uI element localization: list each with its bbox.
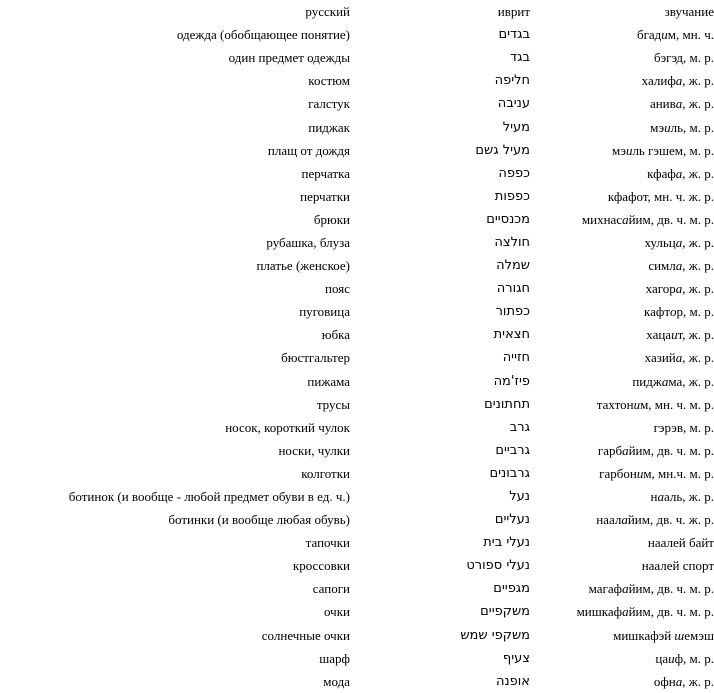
stressed-vowel: и xyxy=(668,650,675,666)
hebrew-word: מגפיים xyxy=(493,581,530,597)
pronunciation-tail: , ж. р. xyxy=(682,258,714,274)
russian-word: колготки xyxy=(301,465,350,481)
table-row xyxy=(0,92,714,115)
russian-word: ботинок (и вообще - любой предмет обуви в ед. ч.) xyxy=(68,489,350,505)
pronunciation-text: н xyxy=(650,489,658,505)
pronunciation-tail: ма, ж. р. xyxy=(668,373,714,389)
hebrew-word: מעיל גשם xyxy=(475,142,530,158)
russian-word: кроссовки xyxy=(292,558,350,574)
pronunciation xyxy=(530,439,714,462)
hebrew-word: גרביים xyxy=(495,442,530,458)
stressed-vowel: и xyxy=(636,465,644,481)
table-row xyxy=(0,185,714,208)
pronunciation-tail: , ж. р. xyxy=(682,350,714,366)
russian-word: плащ от дождя xyxy=(267,142,350,158)
table-row xyxy=(0,46,714,69)
table-row xyxy=(0,462,714,485)
russian-word: пуговица xyxy=(299,304,350,320)
stressed-vowel: а xyxy=(622,211,629,227)
russian-word: трусы xyxy=(316,396,350,412)
table-row xyxy=(0,439,714,462)
pronunciation-tail: йим, дв. ч. м. р. xyxy=(628,211,714,227)
pronunciation-tail: , ж. р. xyxy=(682,73,714,89)
pronunciation xyxy=(530,115,714,138)
pronunciation xyxy=(530,346,714,369)
table-row xyxy=(0,624,714,647)
hebrew-word: שמלה xyxy=(496,258,530,274)
hebrew-word: משקפי שמש xyxy=(460,627,530,643)
pronunciation-text: мэ xyxy=(650,119,665,135)
table-row xyxy=(0,115,714,138)
stressed-vowel: а xyxy=(622,604,629,620)
stressed-vowel: и xyxy=(661,27,668,43)
pronunciation-tail: йим, дв. ч. ж. р. xyxy=(627,512,714,528)
table-row xyxy=(0,508,714,531)
hebrew-word: חצאית xyxy=(493,327,530,343)
hebrew-word: נעל xyxy=(509,489,530,505)
table-row xyxy=(0,69,714,92)
pronunciation-text: хаца xyxy=(646,327,672,343)
table-row xyxy=(0,531,714,554)
pronunciation-tail: , ж. р. xyxy=(682,96,714,112)
pronunciation xyxy=(530,277,714,300)
table-row xyxy=(0,277,714,300)
pronunciation xyxy=(530,531,714,554)
pronunciation-text: бгад xyxy=(636,27,662,43)
stressed-vowel: а xyxy=(675,350,683,366)
hebrew-word: תחתונים xyxy=(484,396,530,412)
hebrew-word: אופנה xyxy=(495,673,530,689)
table-row xyxy=(0,208,714,231)
table-row xyxy=(0,254,714,277)
header-russian: русский xyxy=(305,4,350,20)
pronunciation xyxy=(530,46,714,69)
stressed-vowel: а xyxy=(661,373,669,389)
russian-word: носки, чулки xyxy=(278,442,350,458)
russian-word: солнечные очки xyxy=(261,627,350,643)
table-row xyxy=(0,346,714,369)
hebrew-word: כפתור xyxy=(495,304,530,320)
russian-word: платье (женское) xyxy=(256,258,350,274)
table-row xyxy=(0,162,714,185)
russian-word: сапоги xyxy=(312,581,350,597)
header-sound: звучание xyxy=(664,4,714,20)
pronunciation-tail: м, мн. ч. м. р. xyxy=(640,396,714,412)
pronunciation-tail: , ж. р. xyxy=(682,281,714,297)
hebrew-word: כפפות xyxy=(494,188,530,204)
pronunciation-text: гарб xyxy=(597,442,623,458)
pronunciation-text: наал xyxy=(596,512,622,528)
table-row xyxy=(0,231,714,254)
pronunciation xyxy=(530,393,714,416)
russian-word: одежда (обобщающее понятие) xyxy=(176,27,350,43)
stressed-vowel: а xyxy=(675,96,683,112)
pronunciation-tail: р, м. р. xyxy=(676,304,714,320)
russian-word: рубашка, блуза xyxy=(266,234,350,250)
hebrew-word: מעיל xyxy=(502,119,530,135)
hebrew-word: פיז'מה xyxy=(493,373,530,389)
pronunciation xyxy=(530,485,714,508)
russian-word: перчатки xyxy=(300,188,350,204)
pronunciation-tail: ль гэшем, м. р. xyxy=(632,142,714,158)
pronunciation-tail: емэш xyxy=(684,627,714,643)
hebrew-word: גרב xyxy=(509,419,530,435)
stressed-vowel: а xyxy=(675,234,683,250)
russian-word: мода xyxy=(323,673,350,689)
pronunciation xyxy=(530,139,714,162)
header-hebrew: иврит xyxy=(497,4,530,20)
pronunciation-tail: , ж. р. xyxy=(682,165,714,181)
pronunciation xyxy=(530,624,714,647)
russian-word: носок, короткий чулок xyxy=(225,419,350,435)
table-row xyxy=(0,670,714,693)
stressed-vowel: а xyxy=(622,581,629,597)
header-row xyxy=(0,0,714,23)
pronunciation xyxy=(530,162,714,185)
russian-word: пояс xyxy=(325,281,350,297)
pronunciation-tail: м, мн. ч. xyxy=(667,27,714,43)
pronunciation xyxy=(530,208,714,231)
pronunciation-text: бэгэд, м. р. xyxy=(653,50,714,66)
table-row xyxy=(0,554,714,577)
russian-word: ботинки (и вообще любая обувь) xyxy=(168,512,350,528)
pronunciation-text: кфаф xyxy=(647,165,676,181)
pronunciation-text: гэрэв, м. р. xyxy=(653,419,714,435)
pronunciation-text: хульц xyxy=(644,234,676,250)
hebrew-word: חזייה xyxy=(502,350,530,366)
hebrew-word: נעלי ספורט xyxy=(466,558,530,574)
pronunciation-tail: йим, дв. ч. м. р. xyxy=(628,442,714,458)
pronunciation-text: хазий xyxy=(644,350,676,366)
pronunciation-text: мэ xyxy=(611,142,626,158)
pronunciation xyxy=(530,554,714,577)
stressed-vowel: и xyxy=(671,327,678,343)
russian-word: один предмет одежды xyxy=(228,50,350,66)
pronunciation-text: тахтон xyxy=(596,396,634,412)
table-row xyxy=(0,416,714,439)
russian-word: галстук xyxy=(308,96,350,112)
pronunciation xyxy=(530,670,714,693)
table-row xyxy=(0,600,714,623)
stressed-vowel: и xyxy=(633,396,641,412)
table-row xyxy=(0,300,714,323)
pronunciation-text: офн xyxy=(653,673,676,689)
vocabulary-rows xyxy=(0,23,714,693)
pronunciation-text: ца xyxy=(655,650,669,666)
pronunciation-text: магаф xyxy=(588,581,623,597)
stressed-vowel: а xyxy=(675,281,683,297)
pronunciation xyxy=(530,69,714,92)
pronunciation-text: кфафот, мн. ч. ж. р. xyxy=(607,188,714,204)
russian-word: юбка xyxy=(321,327,350,343)
hebrew-word: בגד xyxy=(510,50,530,66)
pronunciation-text: наалей байт xyxy=(647,535,714,551)
pronunciation-text: наалей спорт xyxy=(641,558,714,574)
stressed-vowel: и xyxy=(625,142,633,158)
pronunciation xyxy=(530,185,714,208)
stressed-vowel: а xyxy=(657,489,664,505)
russian-word: пиджак xyxy=(308,119,350,135)
stressed-vowel: ш xyxy=(674,627,685,643)
pronunciation-text: пидж xyxy=(632,373,662,389)
pronunciation xyxy=(530,370,714,393)
hebrew-word: משקפיים xyxy=(480,604,530,620)
pronunciation-text: симл xyxy=(648,258,676,274)
hebrew-word: עניבה xyxy=(497,96,530,112)
pronunciation-text: халиф xyxy=(641,73,676,89)
pronunciation-text: михнас xyxy=(581,211,623,227)
pronunciation-text: гарбон xyxy=(599,465,637,481)
hebrew-word: צעיף xyxy=(502,650,530,666)
pronunciation xyxy=(530,508,714,531)
hebrew-word: בגדים xyxy=(498,27,530,43)
russian-word: перчатка xyxy=(301,165,350,181)
pronunciation xyxy=(530,231,714,254)
pronunciation xyxy=(530,416,714,439)
russian-word: пижама xyxy=(307,373,350,389)
pronunciation-text: мишкафэй xyxy=(613,627,675,643)
hebrew-word: כפפה xyxy=(498,165,530,181)
stressed-vowel: а xyxy=(621,512,628,528)
table-row xyxy=(0,393,714,416)
pronunciation-text: мишкаф xyxy=(576,604,623,620)
russian-word: брюки xyxy=(313,211,350,227)
pronunciation xyxy=(530,23,714,46)
pronunciation-text: хагор xyxy=(645,281,676,297)
table-row xyxy=(0,577,714,600)
russian-word: очки xyxy=(324,604,350,620)
hebrew-word: גרבונים xyxy=(489,465,530,481)
pronunciation-tail: т, ж. р. xyxy=(677,327,714,343)
pronunciation-text: кафт xyxy=(644,304,671,320)
stressed-vowel: а xyxy=(675,73,683,89)
russian-word: шарф xyxy=(319,650,350,666)
pronunciation-tail: , ж. р. xyxy=(682,673,714,689)
pronunciation xyxy=(530,577,714,600)
pronunciation-tail: ль, м. р. xyxy=(670,119,714,135)
pronunciation-tail: йим, дв. ч. м. р. xyxy=(628,604,714,620)
hebrew-word: מכנסיים xyxy=(486,211,530,227)
stressed-vowel: о xyxy=(670,304,677,320)
stressed-vowel: а xyxy=(675,673,683,689)
table-row xyxy=(0,23,714,46)
pronunciation-tail: аль, ж. р. xyxy=(663,489,714,505)
hebrew-word: נעלי בית xyxy=(483,535,530,551)
pronunciation xyxy=(530,600,714,623)
stressed-vowel: а xyxy=(675,165,683,181)
table-row xyxy=(0,139,714,162)
pronunciation xyxy=(530,647,714,670)
stressed-vowel: а xyxy=(675,258,683,274)
stressed-vowel: и xyxy=(664,119,671,135)
russian-word: бюстгальтер xyxy=(281,350,350,366)
hebrew-word: חליפה xyxy=(494,73,530,89)
table-row xyxy=(0,323,714,346)
table-row xyxy=(0,370,714,393)
pronunciation-tail: ф, м. р. xyxy=(674,650,714,666)
pronunciation xyxy=(530,323,714,346)
hebrew-word: חגורה xyxy=(496,281,530,297)
pronunciation-tail: м, мн.ч. м. р. xyxy=(643,465,714,481)
table-row xyxy=(0,485,714,508)
russian-word: костюм xyxy=(308,73,350,89)
hebrew-word: נעליים xyxy=(494,512,530,528)
pronunciation xyxy=(530,92,714,115)
pronunciation-tail: , ж. р. xyxy=(682,234,714,250)
table-row xyxy=(0,647,714,670)
stressed-vowel: а xyxy=(622,442,629,458)
pronunciation xyxy=(530,462,714,485)
pronunciation xyxy=(530,300,714,323)
hebrew-word: חולצה xyxy=(494,234,530,250)
pronunciation-tail: йим, дв. ч. м. р. xyxy=(628,581,714,597)
russian-word: тапочки xyxy=(305,535,350,551)
pronunciation xyxy=(530,254,714,277)
pronunciation-text: анив xyxy=(649,96,676,112)
